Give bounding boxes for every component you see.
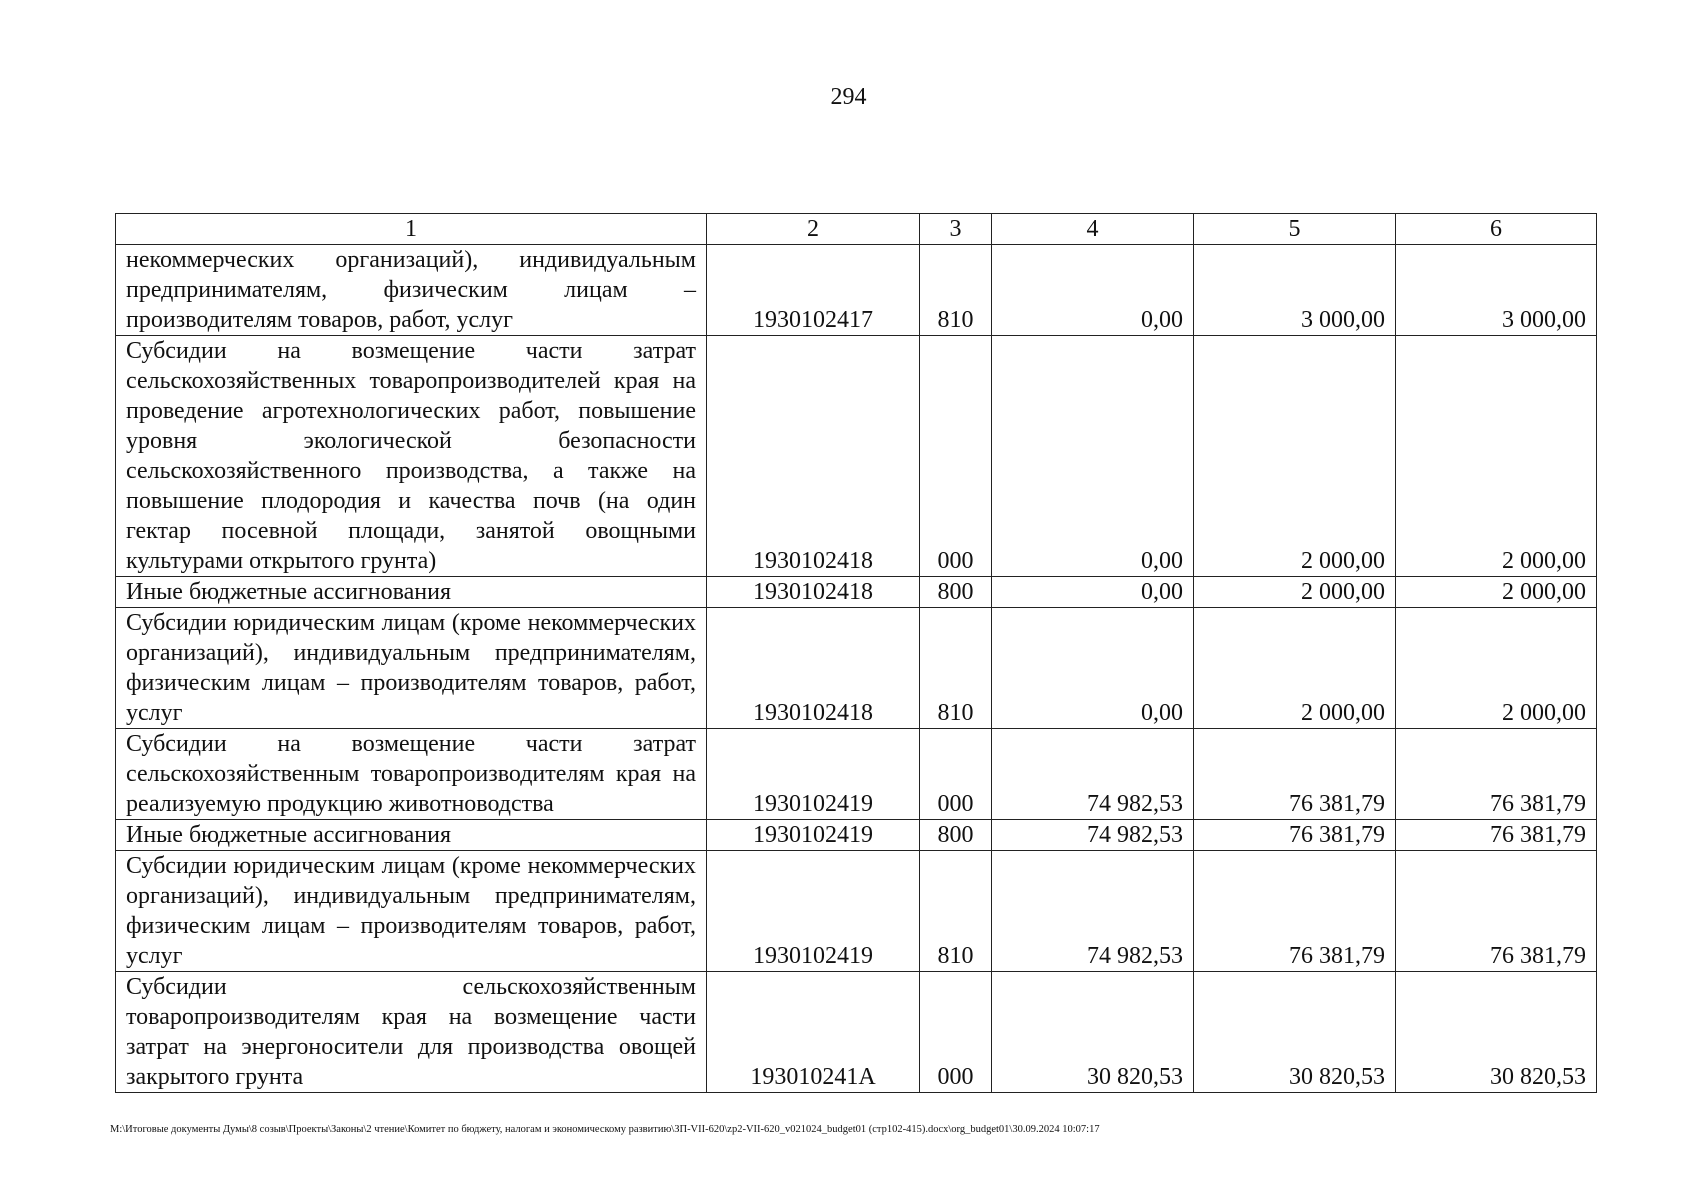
row-value-4: 0,00: [992, 336, 1194, 577]
row-value-5: 2 000,00: [1194, 608, 1396, 729]
row-code: 1930102419: [707, 729, 920, 820]
col-header-6: 6: [1396, 214, 1597, 245]
row-description: некоммерческих организаций), индивидуальным предпринимателям, физическим лицам – производителям товаров, работ, услуг: [116, 245, 707, 336]
row-type: 800: [920, 820, 992, 851]
row-value-5: 2 000,00: [1194, 336, 1396, 577]
row-type: 810: [920, 608, 992, 729]
row-description: Субсидии юридическим лицам (кроме некоммерческих организаций), индивидуальным предпринимателям, физическим лицам – производителям товаров, работ, услуг: [116, 851, 707, 972]
row-value-6: 76 381,79: [1396, 851, 1597, 972]
row-value-5: 3 000,00: [1194, 245, 1396, 336]
row-code: 1930102418: [707, 336, 920, 577]
table-row: [116, 972, 1597, 1093]
row-value-4: 0,00: [992, 245, 1194, 336]
row-value-5: 76 381,79: [1194, 851, 1396, 972]
col-header-2: 2: [707, 214, 920, 245]
col-header-1: 1: [116, 214, 707, 245]
row-value-4: 74 982,53: [992, 820, 1194, 851]
row-description: Субсидии на возмещение части затрат сельскохозяйственным товаропроизводителям края на реализуемую продукцию животноводства: [116, 729, 707, 820]
row-value-6: 3 000,00: [1396, 245, 1597, 336]
row-value-6: 76 381,79: [1396, 729, 1597, 820]
footer-file-path: M:\Итоговые документы Думы\8 созыв\Проекты\Законы\2 чтение\Комитет по бюджету, налогам и экономическому развитию\ЗП-VII-620\zp2-VII-620_v021024_budget01 (стр102-415).docx\org_budget01\30.09.2024 10:07:17: [110, 1124, 1100, 1135]
row-value-4: 74 982,53: [992, 851, 1194, 972]
row-description: Субсидии сельскохозяйственным товаропроизводителям края на возмещение части затрат на энергоносители для производства овощей закрытого грунта: [116, 972, 707, 1093]
table-row: [116, 608, 1597, 729]
row-value-4: 30 820,53: [992, 972, 1194, 1093]
row-value-6: 76 381,79: [1396, 820, 1597, 851]
col-header-5: 5: [1194, 214, 1396, 245]
row-code: 1930102417: [707, 245, 920, 336]
row-description: Субсидии юридическим лицам (кроме некоммерческих организаций), индивидуальным предпринимателям, физическим лицам – производителям товаров, работ, услуг: [116, 608, 707, 729]
row-code: 193010241А: [707, 972, 920, 1093]
row-value-4: 0,00: [992, 608, 1194, 729]
table-row: [116, 851, 1597, 972]
row-code: 1930102419: [707, 820, 920, 851]
row-value-4: 74 982,53: [992, 729, 1194, 820]
row-description: Субсидии на возмещение части затрат сельскохозяйственных товаропроизводителей края на проведение агротехнологических работ, повышение уровня экологической безопасности сельскохозяйственного производства, а также на повышение плодородия и качества почв (на один гектар посевной площади, занятой овощными культурами открытого грунта): [116, 336, 707, 577]
row-type: 810: [920, 245, 992, 336]
table-row: [116, 729, 1597, 820]
row-value-5: 2 000,00: [1194, 577, 1396, 608]
budget-table: [115, 213, 1597, 1093]
row-value-4: 0,00: [992, 577, 1194, 608]
row-type: 800: [920, 577, 992, 608]
row-description: Иные бюджетные ассигнования: [116, 577, 707, 608]
row-type: 000: [920, 972, 992, 1093]
table-row: [116, 336, 1597, 577]
col-header-4: 4: [992, 214, 1194, 245]
row-value-6: 30 820,53: [1396, 972, 1597, 1093]
row-type: 000: [920, 336, 992, 577]
row-value-5: 76 381,79: [1194, 729, 1396, 820]
row-code: 1930102418: [707, 608, 920, 729]
row-code: 1930102419: [707, 851, 920, 972]
row-value-6: 2 000,00: [1396, 608, 1597, 729]
row-value-5: 30 820,53: [1194, 972, 1396, 1093]
row-value-5: 76 381,79: [1194, 820, 1396, 851]
col-header-3: 3: [920, 214, 992, 245]
page-number: 294: [830, 84, 867, 110]
table-row: [116, 245, 1597, 336]
row-type: 000: [920, 729, 992, 820]
row-value-6: 2 000,00: [1396, 336, 1597, 577]
row-type: 810: [920, 851, 992, 972]
row-description: Иные бюджетные ассигнования: [116, 820, 707, 851]
table-row: [116, 577, 1597, 608]
row-value-6: 2 000,00: [1396, 577, 1597, 608]
row-code: 1930102418: [707, 577, 920, 608]
header-row: [116, 214, 1597, 245]
table-row: [116, 820, 1597, 851]
